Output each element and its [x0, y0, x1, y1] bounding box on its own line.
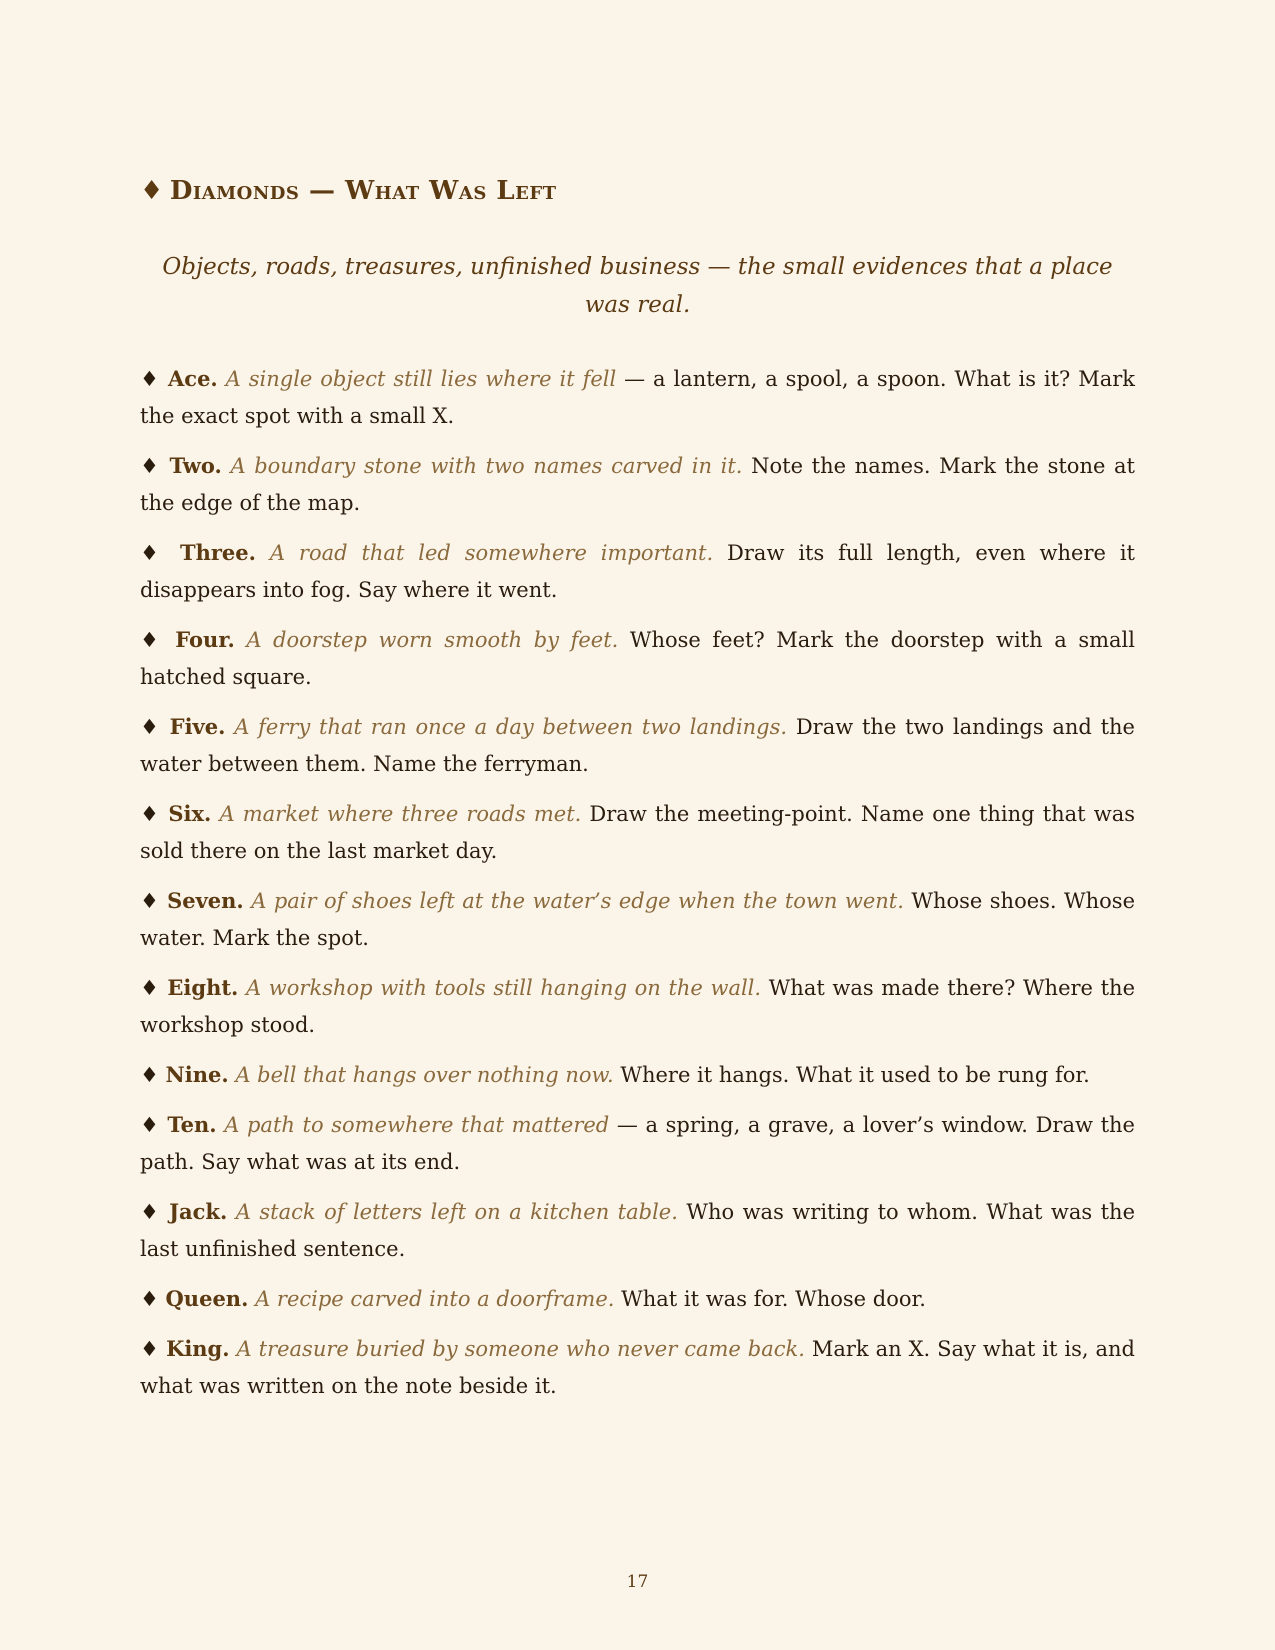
diamond-suit-icon: ♦ [140, 1063, 159, 1087]
card-entry-ten [140, 1106, 1135, 1181]
card-rank: Six. [168, 801, 212, 826]
card-entry-five [140, 708, 1135, 783]
section-lede: Objects, roads, treasures, unfinished business — the small evidences that a place was real. [162, 254, 1113, 318]
card-instruction: Where it hangs. What it used to be rung for. [613, 1063, 1090, 1087]
card-prompt: A recipe carved into a doorframe. [255, 1287, 615, 1311]
card-prompt: A pair of shoes left at the water’s edge when the town went. [251, 889, 904, 913]
card-instruction: What it was for. Whose door. [614, 1287, 926, 1311]
diamond-suit-icon: ♦ [140, 628, 164, 652]
document-page [140, 0, 1135, 1650]
diamond-suit-icon: ♦ [140, 1200, 161, 1224]
diamond-suit-icon: ♦ [140, 454, 161, 478]
card-prompt: A single object still lies where it fell [225, 367, 617, 391]
diamond-suit-icon: ♦ [140, 367, 161, 391]
card-entry-king [140, 1330, 1135, 1405]
card-entry-four [140, 621, 1135, 696]
card-entry-queen [140, 1280, 1135, 1318]
diamond-suit-icon: ♦ [140, 1113, 160, 1137]
card-rank: Jack. [169, 1199, 228, 1224]
card-entry-six [140, 795, 1135, 870]
card-instruction: Draw the two landings and the water between them. Name the ferryman. [140, 715, 1135, 776]
card-instruction: Draw the meeting-point. Name one thing that was sold there on the last market day. [140, 802, 1135, 863]
card-prompt: A bell that hangs over nothing now. [235, 1063, 614, 1087]
card-rank: Ten. [167, 1112, 217, 1137]
card-instruction: — a spring, a grave, a lover’s window. Draw the path. Say what was at its end. [140, 1113, 1135, 1174]
card-rank: Two. [169, 453, 222, 478]
card-entry-nine [140, 1056, 1135, 1094]
diamond-suit-icon: ♦ [140, 976, 160, 1000]
diamond-suit-icon: ♦ [140, 541, 167, 565]
diamond-suit-icon: ♦ [140, 889, 160, 913]
diamond-suit-icon: ♦ [140, 176, 164, 206]
card-prompt: A road that led somewhere important. [269, 541, 714, 565]
card-instruction: Draw its full length, even where it disappears into fog. Say where it went. [140, 541, 1135, 602]
card-instruction: Whose feet? Mark the doorstep with a small hatched square. [140, 628, 1135, 689]
card-rank: Queen. [165, 1286, 249, 1311]
card-rank: Seven. [167, 888, 244, 913]
card-rank: Four. [175, 627, 235, 652]
card-rank: Nine. [165, 1062, 229, 1087]
card-entry-ace [140, 360, 1135, 435]
card-rank: Ace. [167, 366, 218, 391]
card-instruction: Mark an X. Say what it is, and what was written on the note beside it. [140, 1337, 1135, 1398]
card-entry-two [140, 447, 1135, 522]
card-rank: Five. [169, 714, 226, 739]
card-entry-eight [140, 969, 1135, 1044]
card-prompt: A path to somewhere that mattered [224, 1113, 610, 1137]
card-rank: King. [166, 1336, 230, 1361]
section-title: Diamonds — What Was Left [169, 176, 557, 206]
card-entry-jack [140, 1193, 1135, 1268]
card-prompt: A treasure buried by someone who never came back. [236, 1337, 805, 1361]
card-instruction: Note the names. Mark the stone at the edge of the map. [140, 454, 1135, 515]
card-prompt: A ferry that ran once a day between two landings. [234, 715, 788, 739]
diamond-suit-icon: ♦ [140, 715, 161, 739]
card-prompt: A doorstep worn smooth by feet. [246, 628, 619, 652]
card-prompt: A workshop with tools still hanging on the wall. [246, 976, 762, 1000]
card-prompt: A stack of letters left on a kitchen table. [235, 1200, 678, 1224]
card-instruction: — a lantern, a spool, a spoon. What is it? Mark the exact spot with a small X. [140, 367, 1135, 428]
card-prompt: A boundary stone with two names carved in it. [230, 454, 743, 478]
page-number: 17 [626, 1572, 649, 1592]
diamond-suit-icon: ♦ [140, 802, 161, 826]
card-rank: Eight. [167, 975, 239, 1000]
diamond-suit-icon: ♦ [140, 1337, 160, 1361]
card-rank: Three. [179, 540, 256, 565]
card-prompt: A market where three roads met. [219, 802, 582, 826]
card-instruction: What was made there? Where the workshop stood. [140, 976, 1135, 1037]
diamond-suit-icon: ♦ [140, 1287, 159, 1311]
card-list [140, 360, 1135, 1417]
card-entry-seven [140, 882, 1135, 957]
card-instruction: Who was writing to whom. What was the last unfinished sentence. [140, 1200, 1136, 1261]
card-entry-three [140, 534, 1135, 609]
section-heading [140, 176, 557, 206]
card-instruction: Whose shoes. Whose water. Mark the spot. [140, 889, 1136, 950]
